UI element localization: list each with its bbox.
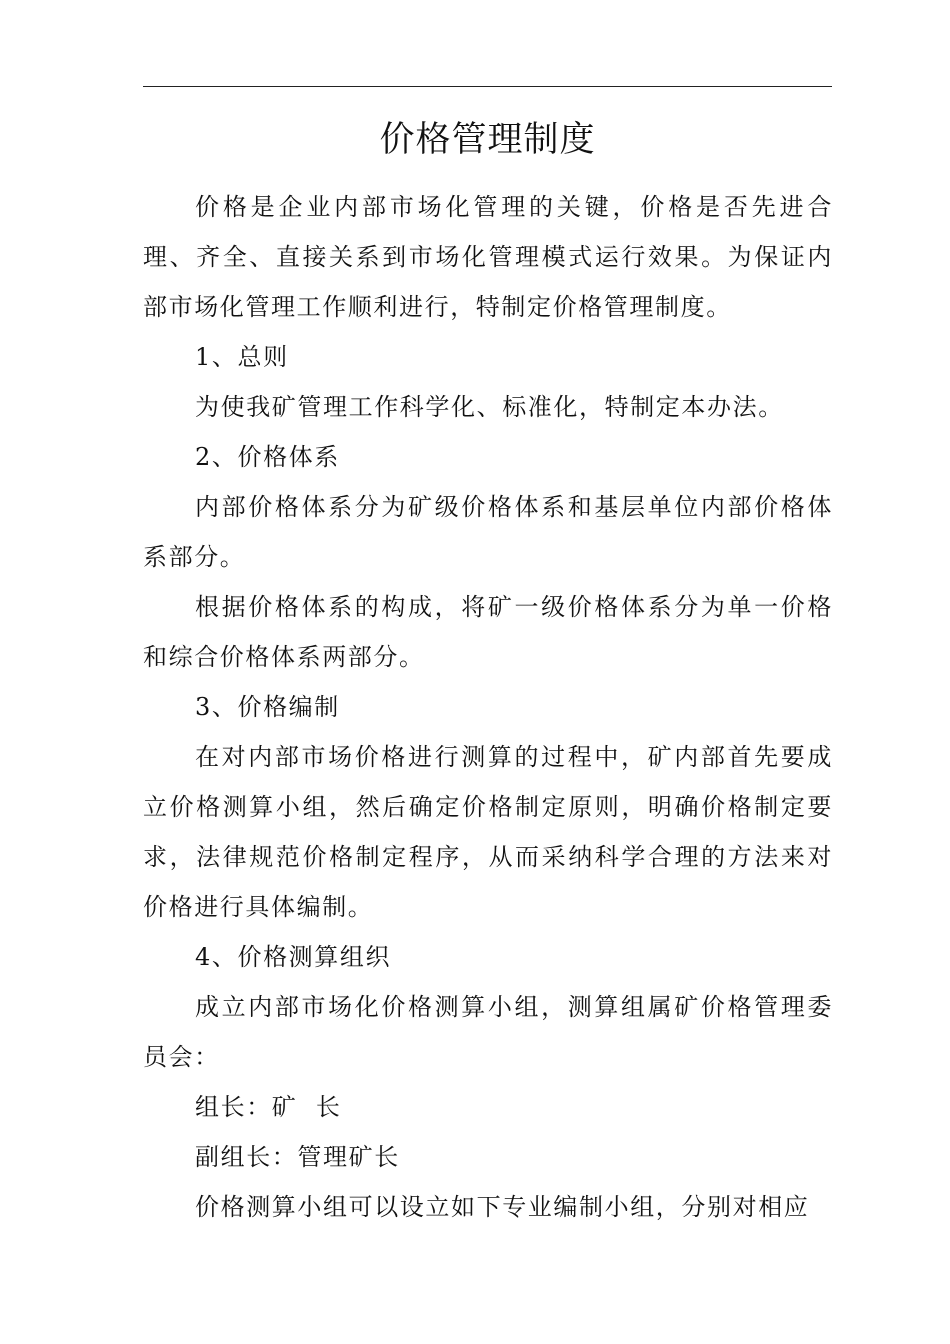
deputy-leader-line: 副组长：管理矿长: [195, 1143, 400, 1171]
price-compilation-paragraph: 在对内部市场价格进行测算的过程中，矿内部首先要成立价格测算小组，然后确定价格制定原则，明确价格制定要求，法律规范价格制定程序，从而采纳科学合理的方法来对价格进行具体编制。: [143, 743, 833, 921]
team-leader-line: 组长：矿 长: [195, 1093, 342, 1121]
section-heading-price-compilation: 3、价格编制: [195, 693, 340, 721]
header-rule: [143, 86, 832, 87]
price-system-paragraph-2: 根据价格体系的构成，将矿一级价格体系分为单一价格和综合价格体系两部分。: [143, 593, 833, 671]
document-body: [143, 182, 833, 1232]
section-heading-price-system: 2、价格体系: [195, 443, 340, 471]
section-heading-general: 1、总则: [195, 343, 289, 371]
document-title: 价格管理制度: [379, 120, 596, 160]
organization-paragraph: 成立内部市场化价格测算小组，测算组属矿价格管理委员会：: [143, 993, 833, 1071]
intro-paragraph: 价格是企业内部市场化管理的关键，价格是否先进合理、齐全、直接关系到市场化管理模式运行效果。为保证内部市场化管理工作顺利进行，特制定价格管理制度。: [143, 193, 833, 321]
general-paragraph: 为使我矿管理工作科学化、标准化，特制定本办法。: [195, 393, 784, 421]
price-system-paragraph-1: 内部价格体系分为矿级价格体系和基层单位内部价格体系部分。: [143, 493, 833, 571]
subgroup-paragraph: 价格测算小组可以设立如下专业编制小组，分别对相应: [195, 1193, 810, 1221]
section-heading-price-calculation-organization: 4、价格测算组织: [195, 943, 392, 971]
